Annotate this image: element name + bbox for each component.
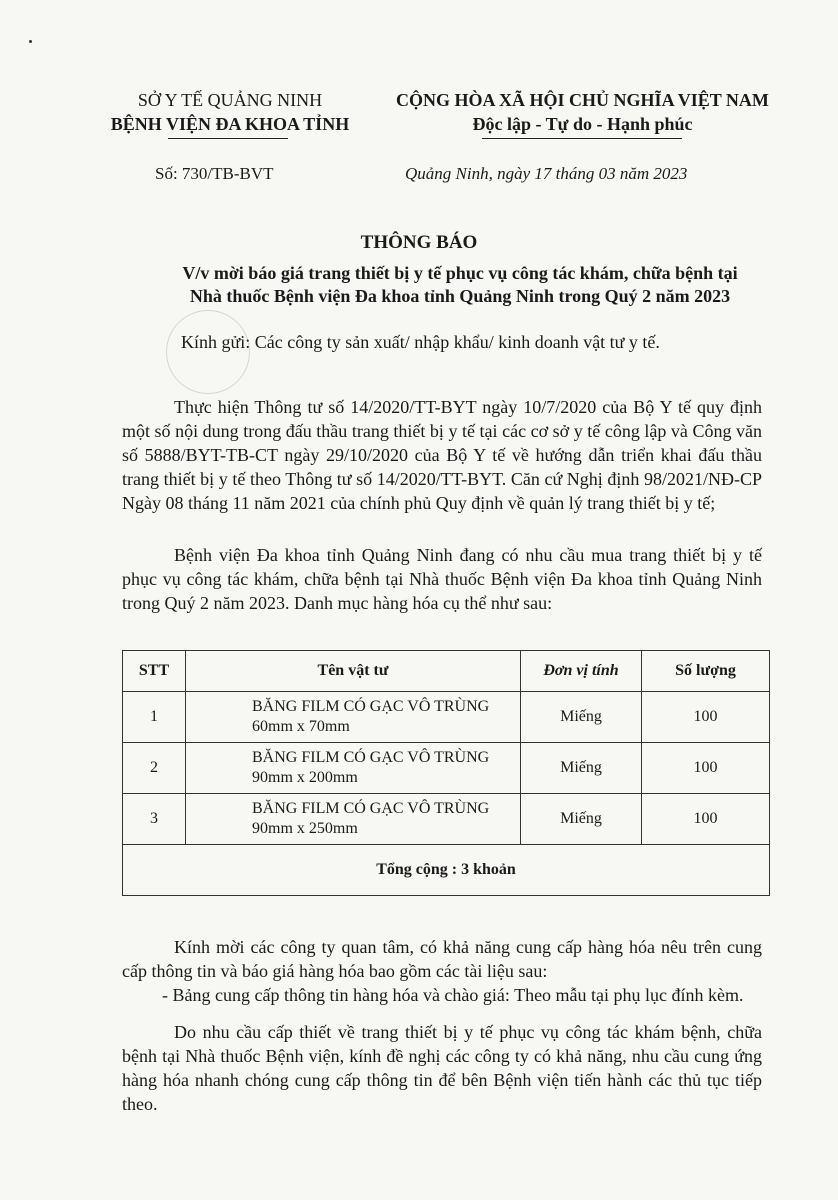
subject-line-2: Nhà thuốc Bệnh viện Đa khoa tỉnh Quảng Ninh trong Quý 2 năm 2023 [189,286,731,306]
cell-qty: 100 [642,794,770,845]
table-header-row [123,651,770,692]
cell-stt: 3 [123,794,186,845]
cell-name: BĂNG FILM CÓ GẠC VÔ TRÙNG 90mm x 250mm [186,794,521,845]
nation-line-2: Độc lập - Tự do - Hạnh phúc [472,114,693,134]
paragraph-4-text: Do nhu cầu cấp thiết về trang thiết bị y tế phục vụ công tác khám bệnh, chữa bệnh tại Nhà thuốc Bệnh viện, kính đề nghị các công ty có khả năng, nhu cầu cung ứng hàng hóa nhanh chóng cung cấp thông tin để bên Bệnh viện tiến hành các thủ tục tiếp theo. [122,1022,762,1114]
document-title: THÔNG BÁO [360,232,478,253]
paragraph-1-text: Thực hiện Thông tư số 14/2020/TT-BYT ngày 10/7/2020 của Bộ Y tế quy định một số nội dung trong đấu thầu trang thiết bị y tế tại các cơ sở y tế công lập và Công văn số 5888/BYT-TB-CT ngày 29/10/2020 của Bộ Y tế về hướng dẫn triển khai đấu thầu trang thiết bị y tế theo Thông tư số 14/2020/TT-BYT. Căn cứ Nghị định 98/2021/NĐ-CP Ngày 08 tháng 11 năm 2021 của chính phủ Quy định về quản lý trang thiết bị y tế; [122,397,762,513]
header-name: Tên vật tư [186,651,521,692]
paragraph-need [122,543,762,615]
date-line: Quảng Ninh, ngày 17 tháng 03 năm 2023 [405,164,688,183]
document-subject [80,262,838,308]
motto-underline [482,138,682,139]
org-line-2: BỆNH VIỆN ĐA KHOA TỈNH [110,114,350,134]
table-row [123,692,770,743]
cell-qty: 100 [642,743,770,794]
cell-unit: Miếng [521,692,642,743]
paragraph-request [122,1020,762,1116]
paragraph-3-text: Kính mời các công ty quan tâm, có khả năng cung cấp hàng hóa nêu trên cung cấp thông tin và báo giá hàng hóa bao gồm các tài liệu sau: [122,937,762,981]
cell-unit: Miếng [521,743,642,794]
issuing-organization [95,88,365,136]
document-number: Số: 730/TB-BVT [155,164,274,183]
cell-qty: 100 [642,692,770,743]
nation-line-1: CỘNG HÒA XÃ HỘI CHỦ NGHĨA VIỆT NAM [396,90,769,110]
cell-stt: 2 [123,743,186,794]
header-qty: Số lượng [642,651,770,692]
cell-name: BĂNG FILM CÓ GẠC VÔ TRÙNG 60mm x 70mm [186,692,521,743]
paragraph-2-text: Bệnh viện Đa khoa tỉnh Quảng Ninh đang có nhu cầu mua trang thiết bị y tế phục vụ công tác khám, chữa bệnh tại Nhà thuốc Bệnh viện Đa khoa tỉnh Quảng Ninh trong Quý 2 năm 2023. Danh mục hàng hóa cụ thể như sau: [122,545,762,613]
cell-name: BĂNG FILM CÓ GẠC VÔ TRÙNG 90mm x 200mm [186,743,521,794]
scan-mark [29,40,32,43]
table-row [123,743,770,794]
org-underline [168,138,288,139]
cell-stt: 1 [123,692,186,743]
subject-line-1: V/v mời báo giá trang thiết bị y tế phục vụ công tác khám, chữa bệnh tại [182,263,738,283]
paragraph-invitation [122,935,762,1007]
items-table [122,650,770,896]
bullet-1-text: - Bảng cung cấp thông tin hàng hóa và chào giá: Theo mẫu tại phụ lục đính kèm. [162,985,744,1005]
bullet-attachment [122,983,762,1007]
cell-unit: Miếng [521,794,642,845]
table-total-row [123,845,770,896]
paragraph-legal-basis [122,395,762,515]
table-row [123,794,770,845]
org-line-1: SỞ Y TẾ QUẢNG NINH [137,90,323,110]
cell-total: Tổng cộng : 3 khoản [123,845,770,896]
header-stt: STT [123,651,186,692]
national-motto [375,88,790,136]
header-unit: Đơn vị tính [521,651,642,692]
greeting: Kính gửi: Các công ty sản xuất/ nhập khẩu/ kinh doanh vật tư y tế. [181,332,660,352]
